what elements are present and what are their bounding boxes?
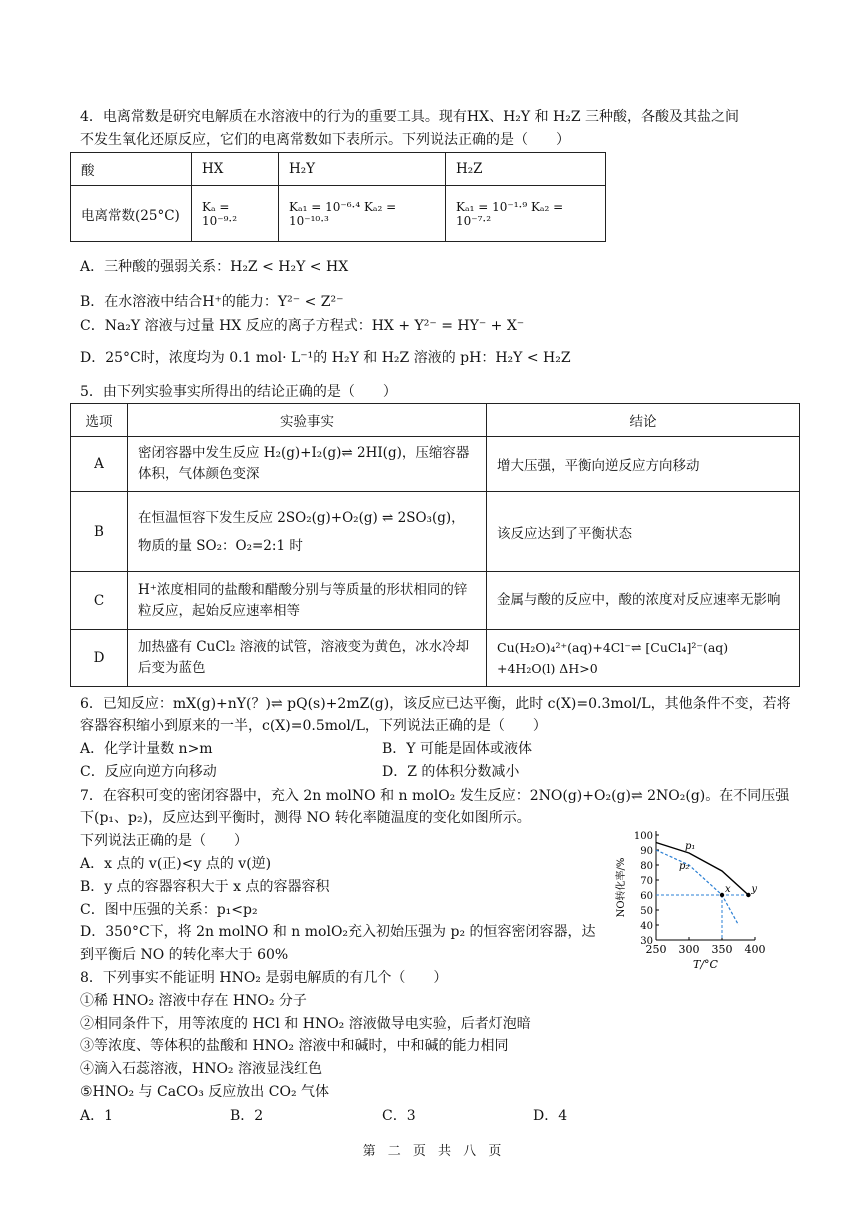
x-tick-label: 350 <box>711 943 733 956</box>
q4-header-h2z: H₂Z <box>446 153 606 186</box>
x-tick-label: 400 <box>744 943 766 956</box>
table-row <box>71 630 800 687</box>
q5-row-fact: H⁺浓度相同的盐酸和醋酸分别与等质量的形状相同的锌粒反应，起始反应速率相等 <box>128 572 487 630</box>
q4-stem-line2: 不发生氧化还原反应，它们的电离常数如下表所示。下列说法正确的是（ ） <box>80 132 570 148</box>
q5-row-fact: 密闭容器中发生反应 H₂(g)+I₂(g)⇌ 2HI(g)，压缩容器体积，气体颜色变深 <box>128 437 487 492</box>
q7-option-a: A．x 点的 v(正)<y 点的 v(逆) <box>80 856 272 872</box>
q4-option-a: A．三种酸的强弱关系：H₂Z < H₂Y < HX <box>80 259 349 275</box>
q6-option-a: A．化学计量数 n>m <box>80 741 213 757</box>
y-tick-label: 80 <box>640 861 653 872</box>
q6-stem-line1: 6．已知反应：mX(g)+nY(？)⇌ pQ(s)+2mZ(g)，该反应已达平衡，此时 c(X)=0.3mol/L，其他条件不变，若将 <box>80 696 791 712</box>
q5-row-conclusion: 增大压强，平衡向逆反应方向移动 <box>487 437 800 492</box>
y-tick-label: 60 <box>640 891 653 902</box>
y-tick-label: 70 <box>640 876 653 887</box>
q5-header-option: 选项 <box>71 404 128 437</box>
y-tick-label: 40 <box>640 921 653 932</box>
q6-option-b: B．Y 可能是固体或液体 <box>382 741 532 757</box>
q8-option-a: A．1 <box>80 1108 114 1124</box>
q8-option-c: C．3 <box>382 1108 416 1124</box>
q5-row-conclusion: 该反应达到了平衡状态 <box>487 492 800 572</box>
q4-header-hx: HX <box>192 153 279 186</box>
point-x <box>720 893 724 897</box>
y-tick-label: 100 <box>633 831 653 842</box>
series-p2-label: p₂ <box>679 861 690 872</box>
q4-cell-h2y: Kₐ₁ = 10⁻⁶·⁴ Kₐ₂ = 10⁻¹⁰·³ <box>279 186 446 242</box>
q7-stem-line3: 下列说法正确的是（ ） <box>80 833 248 849</box>
q6-stem-line2: 容器容积缩小到原来的一半，c(X)=0.5mol/L，下列说法正确的是（ ） <box>80 718 547 734</box>
q8-stem: 8．下列事实不能证明 HNO₂ 是弱电解质的有几个（ ） <box>80 970 448 986</box>
q5-header-conclusion: 结论 <box>487 404 800 437</box>
series-p1-label: p₁ <box>685 841 696 852</box>
table-row <box>71 492 800 572</box>
point-y <box>746 893 750 897</box>
q4-row-label: 电离常数(25°C) <box>71 186 192 242</box>
x-axis-label: T/°C <box>693 958 718 971</box>
x-tick-label: 300 <box>678 943 700 956</box>
q5-row-conclusion: 金属与酸的反应中，酸的浓度对反应速率无影响 <box>487 572 800 630</box>
q8-item-2: ②相同条件下，用等浓度的 HCl 和 HNO₂ 溶液做导电实验，后者灯泡暗 <box>80 1016 531 1032</box>
q8-option-b: B．2 <box>230 1108 264 1124</box>
q8-item-3: ③等浓度、等体积的盐酸和 HNO₂ 溶液中和碱时，中和碱的能力相同 <box>80 1038 509 1054</box>
q7-option-c: C．图中压强的关系：p₁<p₂ <box>80 902 258 918</box>
q8-option-d: D．4 <box>533 1108 568 1124</box>
y-axis-label: NO转化率/% <box>616 857 627 918</box>
y-tick-label: 90 <box>640 846 653 857</box>
y-tick-label: 30 <box>640 936 653 947</box>
q5-table <box>70 403 800 687</box>
q7-option-d: D．350°C下，将 2n molNO 和 n molO₂充入初始压强为 p₂ 的恒容密闭容器，达 <box>80 924 596 940</box>
q5-row-option: B <box>71 492 128 572</box>
q5-header-fact: 实验事实 <box>128 404 487 437</box>
q4-option-d: D．25°C时，浓度均为 0.1 mol· L⁻¹的 H₂Y 和 H₂Z 溶液的 pH：H₂Y < H₂Z <box>80 350 571 366</box>
q5-stem: 5．由下列实验事实所得出的结论正确的是（ ） <box>80 384 397 400</box>
q7-option-d-cont: 到平衡后 NO 的转化率大于 60% <box>80 947 289 963</box>
point-label-y: y <box>751 884 758 895</box>
q5-row-fact: 在恒温恒容下发生反应 2SO₂(g)+O₂(g) ⇌ 2SO₃(g)，物质的量 SO₂：O₂=2:1 时 <box>128 492 487 572</box>
q5-row-conclusion: Cu(H₂O)₄²⁺(aq)+4Cl⁻⇌ [CuCl₄]²⁻(aq) +4H₂O(l) ΔH>0 <box>487 630 800 687</box>
x-tick-label: 250 <box>645 943 667 956</box>
q4-header-h2y: H₂Y <box>279 153 446 186</box>
q8-item-1: ①稀 HNO₂ 溶液中存在 HNO₂ 分子 <box>80 993 307 1009</box>
q5-row-option: D <box>71 630 128 687</box>
q4-header-acid: 酸 <box>71 153 192 186</box>
q7-option-b: B．y 点的容器容积大于 x 点的容器容积 <box>80 879 330 895</box>
q7-stem-line1: 7．在容积可变的密闭容器中，充入 2n molNO 和 n molO₂ 发生反应：2NO(g)+O₂(g)⇌ 2NO₂(g)。在不同压强 <box>80 788 790 804</box>
q4-stem-line1: 4．电离常数是研究电解质在水溶液中的行为的重要工具。现有HX、H₂Y 和 H₂Z 三种酸，各酸及其盐之间 <box>80 109 740 125</box>
q6-option-c: C．反应向逆方向移动 <box>80 764 217 780</box>
series-p1-line <box>656 843 748 896</box>
table-row <box>71 437 800 492</box>
q8-item-5: ⑤HNO₂ 与 CaCO₃ 反应放出 CO₂ 气体 <box>80 1084 330 1100</box>
q7-stem-line2: 下(p₁、p₂)，反应达到平衡时，测得 NO 转化率随温度的变化如图所示。 <box>80 810 531 826</box>
q8-item-4: ④滴入石蕊溶液，HNO₂ 溶液显浅红色 <box>80 1061 322 1077</box>
point-label-x: x <box>725 884 731 895</box>
q4-cell-hx: Kₐ = 10⁻⁹·² <box>192 186 279 242</box>
y-tick-label: 50 <box>640 906 653 917</box>
page-footer: 第 二 页 共 八 页 <box>362 1144 506 1159</box>
q4-option-c: C．Na₂Y 溶液与过量 HX 反应的离子方程式：HX + Y²⁻ = HY⁻ + X⁻ <box>80 318 525 334</box>
q4-option-b: B．在水溶液中结合H⁺的能力：Y²⁻ < Z²⁻ <box>80 294 344 310</box>
no-conversion-chart <box>610 825 780 975</box>
q5-row-option: C <box>71 572 128 630</box>
q5-row-fact: 加热盛有 CuCl₂ 溶液的试管，溶液变为黄色，冰水冷却后变为蓝色 <box>128 630 487 687</box>
q4-cell-h2z: Kₐ₁ = 10⁻¹·⁹ Kₐ₂ = 10⁻⁷·² <box>446 186 606 242</box>
q4-table <box>70 152 606 242</box>
q6-option-d: D．Z 的体积分数减小 <box>382 764 520 780</box>
table-row <box>71 572 800 630</box>
q5-row-option: A <box>71 437 128 492</box>
